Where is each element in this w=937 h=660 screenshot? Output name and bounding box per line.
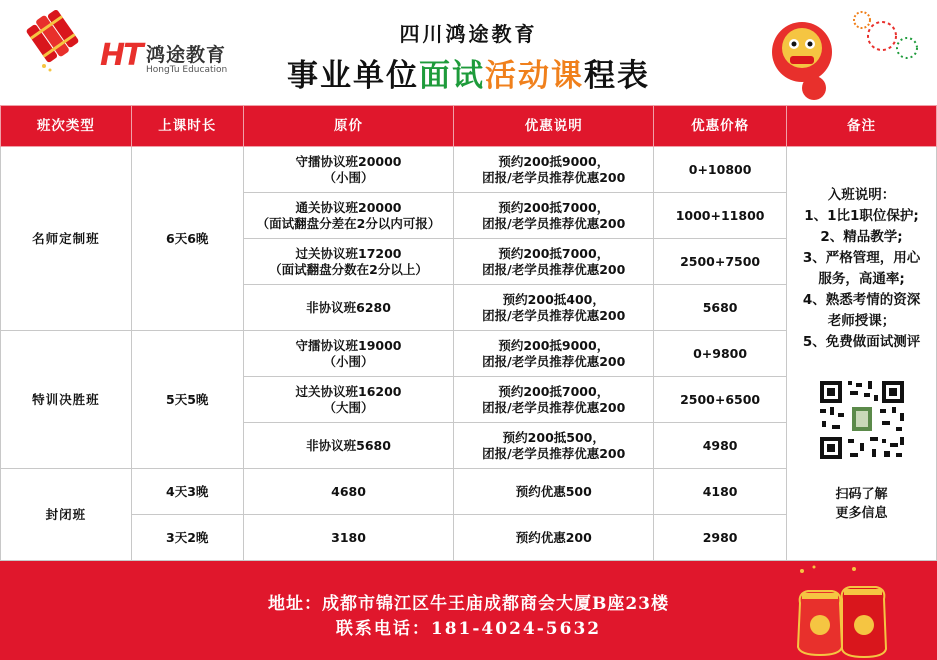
discount-desc-cell: 预约200抵7000， 团报/老学员推荐优惠200: [454, 193, 654, 239]
discount-desc-cell: 预约200抵7000， 团报/老学员推荐优惠200: [454, 377, 654, 423]
duration-cell: 5天5晚: [131, 331, 243, 469]
scan-text: 扫码了解 更多信息: [835, 487, 888, 521]
enrollment-notes: 入班说明： 1、1比1职位保护; 2、精品教学; 3、严格管理，用心 服务，高通率; 4、熟悉考情的资深 老师授课； 5、免费做面试测评: [802, 187, 921, 350]
table-row: [1, 147, 937, 193]
discount-price-cell: 1000+11800: [654, 193, 787, 239]
original-price-cell: 通关协议班20000 （面试翻盘分差在2分以内可报）: [243, 193, 454, 239]
header-discount-price: 优惠价格: [654, 106, 787, 147]
discount-price-cell: 2980: [654, 515, 787, 561]
lion-dance-icon: [762, 8, 922, 104]
discount-price-cell: 2500+6500: [654, 377, 787, 423]
discount-desc-cell: 预约200抵9000， 团报/老学员推荐优惠200: [454, 331, 654, 377]
discount-price-cell: 4980: [654, 423, 787, 469]
lucky-bag-icon: [792, 563, 892, 659]
discount-price-cell: 2500+7500: [654, 239, 787, 285]
discount-price-cell: 0+10800: [654, 147, 787, 193]
category-cell: 封闭班: [1, 469, 132, 561]
original-price-cell: 3180: [243, 515, 454, 561]
schedule-table: [0, 105, 937, 561]
qr-code-icon[interactable]: [816, 377, 908, 463]
page-title: 事业单位面试活动课程表: [287, 58, 650, 94]
footer: [0, 561, 937, 660]
header: [0, 0, 937, 106]
logo-english-name: HongTu Education: [146, 65, 228, 75]
duration-cell: 4天3晚: [131, 469, 243, 515]
original-price-cell: 守擂协议班19000 （小围）: [243, 331, 454, 377]
address-text: 地址：成都市锦江区牛王庙成都商会大厦B座23楼: [267, 594, 670, 614]
header-duration: 上课时长: [131, 106, 243, 147]
original-price-cell: 非协议班6280: [243, 285, 454, 331]
header-class-type: 班次类型: [1, 106, 132, 147]
discount-price-cell: 5680: [654, 285, 787, 331]
discount-desc-cell: 预约200抵400， 团报/老学员推荐优惠200: [454, 285, 654, 331]
table-header-row: [1, 106, 937, 147]
logo-mark: HT: [100, 38, 142, 73]
category-cell: 特训决胜班: [1, 331, 132, 469]
duration-cell: 6天6晚: [131, 147, 243, 331]
discount-desc-cell: 预约优惠500: [454, 469, 654, 515]
header-original-price: 原价: [243, 106, 454, 147]
org-title: 四川鸿途教育: [399, 22, 538, 46]
discount-desc-cell: 预约200抵9000， 团报/老学员推荐优惠200: [454, 147, 654, 193]
original-price-cell: 非协议班5680: [243, 423, 454, 469]
remarks-cell: [787, 147, 937, 561]
logo-chinese-name: 鸿途教育: [146, 44, 227, 66]
original-price-cell: 4680: [243, 469, 454, 515]
discount-price-cell: 4180: [654, 469, 787, 515]
original-price-cell: 过关协议班17200 （面试翻盘分数在2分以上）: [243, 239, 454, 285]
discount-desc-cell: 预约200抵500， 团报/老学员推荐优惠200: [454, 423, 654, 469]
category-cell: 名师定制班: [1, 147, 132, 331]
original-price-cell: 守擂协议班20000 （小围）: [243, 147, 454, 193]
duration-cell: 3天2晚: [131, 515, 243, 561]
discount-price-cell: 0+9800: [654, 331, 787, 377]
phone-text[interactable]: 联系电话：181-4024-5632: [335, 619, 602, 639]
original-price-cell: 过关协议班16200 （大围）: [243, 377, 454, 423]
discount-desc-cell: 预约优惠200: [454, 515, 654, 561]
header-remarks: 备注: [787, 106, 937, 147]
discount-desc-cell: 预约200抵7000， 团报/老学员推荐优惠200: [454, 239, 654, 285]
header-discount-desc: 优惠说明: [454, 106, 654, 147]
